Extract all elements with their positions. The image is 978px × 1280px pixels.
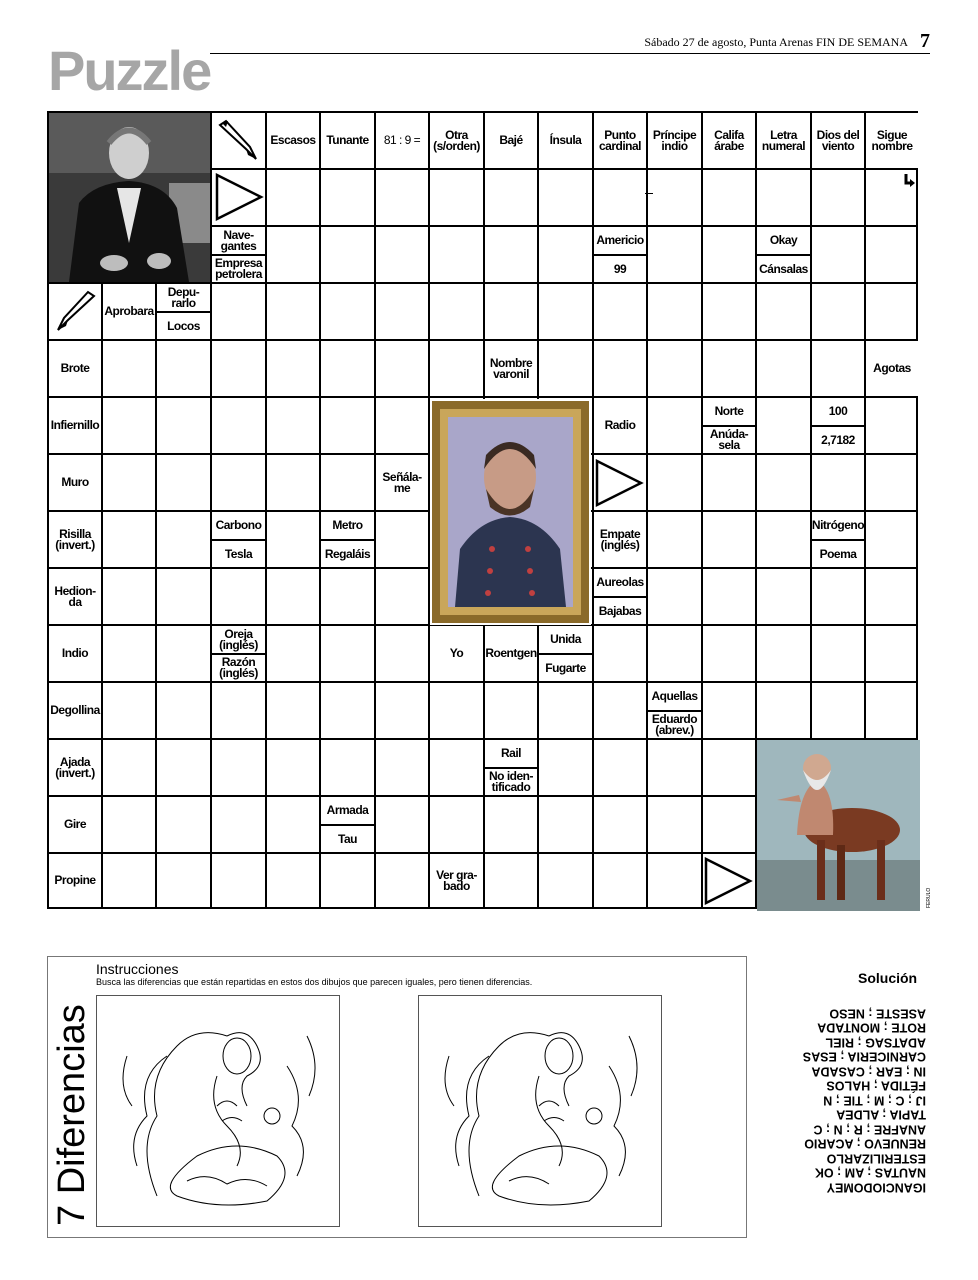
solution-text	[766, 1006, 926, 1195]
clue-agotas: Agotas	[866, 341, 918, 396]
clue-cell-pen-2	[49, 284, 101, 339]
centaur-illustration	[757, 740, 920, 911]
arrow-triangle-icon	[704, 857, 754, 905]
clue-eduardo: Eduardo (abrev.)	[648, 712, 701, 738]
clue-sigue-nombre: Sigue nombre	[866, 113, 918, 168]
clue-yo: Yo	[430, 626, 483, 681]
corner-arrow-icon	[903, 173, 917, 194]
solution-line: FÉTIDA ; HALOS	[826, 1079, 926, 1093]
clue-senalame: Señála- me	[376, 455, 428, 510]
clue-aureolas: Aureolas	[594, 569, 646, 598]
clue-arrow-cell	[594, 455, 646, 510]
clue-tau: Tau	[321, 826, 374, 852]
pen-nib-icon	[52, 290, 98, 334]
clue-norte: Norte	[703, 398, 755, 427]
clue-ajada: Ajada (invert.)	[49, 740, 101, 795]
solution-line: ANAFRE ; R ; N ; C	[813, 1122, 926, 1137]
clue-carbono: Carbono	[212, 512, 265, 541]
mermaid-drawing-left	[96, 995, 340, 1227]
clue-americio: Americio	[594, 227, 646, 256]
clue-armada: Armada	[321, 797, 374, 826]
clue-razon: Razón (inglés)	[212, 655, 265, 681]
clue-tunante: Tunante	[321, 113, 374, 168]
illustration-credit: FERULO	[926, 887, 932, 908]
clue-euler: 2,7182	[812, 427, 864, 453]
clue-brote: Brote	[49, 341, 101, 396]
clue-cell-pen	[212, 113, 265, 168]
clue-nitrogeno: Nitrógeno	[812, 512, 864, 541]
clue-division: 81 : 9 =	[376, 113, 428, 168]
clue-tesla: Tesla	[212, 541, 265, 567]
clue-navegantes: Nave- gantes	[212, 227, 265, 256]
crossword-grid	[47, 111, 918, 909]
solution-line: RENUEVO ; ACARIO	[804, 1137, 926, 1151]
clue-indio: Indio	[49, 626, 101, 681]
clue-arrow-cell-2	[703, 854, 755, 907]
arrow-triangle-icon	[595, 459, 645, 507]
page-number: 7	[920, 30, 930, 52]
solution-line: ROTE ; MONTADA	[817, 1021, 926, 1035]
solution-line: ASESTE ; NESO	[829, 1006, 926, 1021]
clue-oreja: Oreja (inglés)	[212, 626, 265, 655]
clue-escasos: Escasos	[267, 113, 319, 168]
pen-nib-icon	[216, 119, 262, 163]
differences-title-text: 7 Diferencias	[51, 1004, 93, 1226]
clue-principe: Príncipe indio	[648, 113, 701, 168]
clue-rail: Rail	[485, 740, 537, 769]
clue-unida: Unida	[539, 626, 592, 655]
differences-side-title	[48, 990, 94, 1230]
clue-roentgen: Roentgen	[485, 626, 537, 681]
clue-anudasela: Anúda- sela	[703, 427, 755, 453]
solution-title: Solución	[858, 970, 918, 986]
solution-line: ESTERILIZARLO	[826, 1151, 926, 1166]
clue-bajabas: Bajabas	[594, 598, 646, 624]
clue-regalais: Regaláis	[321, 541, 374, 567]
clue-propine: Propine	[49, 854, 101, 907]
clue-depurarlo: Depu- rarlo	[157, 284, 210, 313]
clue-cansalas: Cánsalas	[757, 256, 810, 282]
instructions-title: Instrucciones	[96, 961, 179, 977]
solution-line: NAUTAS ; AM ; OK	[814, 1166, 926, 1180]
clue-risilla: Risilla (invert.)	[49, 512, 101, 567]
solution-line: TAPIA ; ALDEA	[836, 1108, 926, 1122]
clue-nombre-varonil: Nombre varonil	[485, 341, 537, 396]
clue-empresa-petrolera: Empresa petrolera	[212, 256, 265, 282]
clue-ver-grabado: Ver gra- bado	[430, 854, 483, 907]
header-rule	[210, 53, 930, 54]
clue-empate: Empate (inglés)	[594, 512, 646, 567]
clue-degollina: Degollina	[49, 683, 101, 738]
cell-dash-mark	[645, 193, 653, 194]
clue-califa: Califa árabe	[703, 113, 755, 168]
clue-radio: Radio	[594, 398, 646, 453]
page-title: Puzzle	[48, 39, 211, 102]
clue-no-identificado: No iden- tificado	[485, 769, 537, 795]
clue-gire: Gire	[49, 797, 101, 852]
portrait-photo-elderly-man	[49, 113, 210, 282]
solution-line: IN ; EAR ; CASADA	[811, 1064, 926, 1079]
header-date: Sábado 27 de agosto, Punta Arenas FIN DE SEMANA	[644, 35, 908, 49]
clue-otra: Otra (s/orden)	[430, 113, 483, 168]
clue-fugarte: Fugarte	[539, 655, 592, 681]
clue-poema: Poema	[812, 541, 864, 567]
clue-dios-viento: Dios del viento	[812, 113, 864, 168]
solution-line: CARNICERIA ; ESAS	[802, 1050, 926, 1064]
instructions-text: Busca las diferencias que están repartidas en estos dos dibujos que parecen iguales, pero tienen diferencias.	[96, 977, 533, 987]
solution-line: IGANCIODOMEY	[826, 1180, 926, 1195]
clue-aquellas: Aquellas	[648, 683, 701, 712]
solution-line: ADATSAG ; RIEL	[825, 1035, 926, 1050]
arrow-triangle-icon	[215, 173, 265, 226]
clue-hedionda: Hedion- da	[49, 569, 101, 624]
portrait-photo-military-man	[430, 399, 591, 625]
mermaid-drawing-right	[418, 995, 662, 1227]
clue-locos: Locos	[157, 313, 210, 339]
clue-punto-cardinal: Punto cardinal	[594, 113, 646, 168]
clue-muro: Muro	[49, 455, 101, 510]
clue-insula: Ínsula	[539, 113, 592, 168]
clue-infiernillo: Infiernillo	[49, 398, 101, 453]
clue-okay: Okay	[757, 227, 810, 256]
clue-aprobara: Aprobara	[103, 284, 155, 339]
clue-100: 100	[812, 398, 864, 427]
clue-metro: Metro	[321, 512, 374, 541]
solution-line: IJ ; C ; M ; TIE ; N	[823, 1093, 926, 1108]
clue-99: 99	[594, 256, 646, 282]
clue-letra-numeral: Letra numeral	[757, 113, 810, 168]
clue-baje: Bajé	[485, 113, 537, 168]
